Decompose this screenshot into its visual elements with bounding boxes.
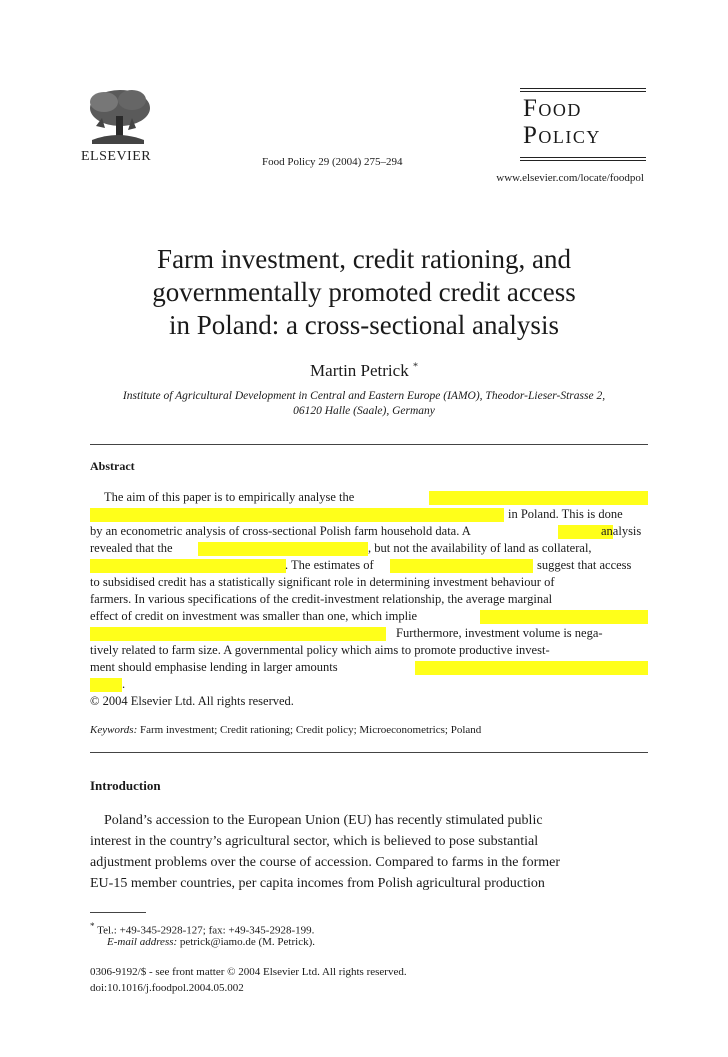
keywords-line <box>90 724 481 736</box>
doi-line[interactable]: doi:10.1016/j.foodpol.2004.05.002 <box>90 982 244 994</box>
title-line-2: governmentally promoted credit access <box>152 277 576 307</box>
title-line-1: Farm investment, credit rationing, and <box>157 244 571 274</box>
author-line <box>80 361 648 381</box>
highlight-redaction <box>90 627 386 641</box>
highlight-redaction <box>90 559 286 573</box>
introduction-heading: Introduction <box>90 778 161 793</box>
highlight-redaction <box>480 610 648 624</box>
keywords-text: Farm investment; Credit rationing; Credit policy; Microeconometrics; Poland <box>140 724 482 736</box>
journal-title-line1: Food <box>523 95 582 122</box>
abstract-copyright: © 2004 Elsevier Ltd. All rights reserved. <box>90 694 294 708</box>
footnote-mark: * <box>90 921 95 931</box>
affiliation-line-1: Institute of Agricultural Development in Central and Eastern Europe (IAMO), Theodor-Lieser-Strasse 2, <box>122 390 606 402</box>
article-title <box>80 243 648 342</box>
intro-line-4: EU-15 member countries, per capita incomes from Polish agricultural production <box>90 876 545 891</box>
highlight-redaction <box>429 491 648 505</box>
email-value[interactable]: petrick@iamo.de (M. Petrick). <box>179 936 315 948</box>
journal-title-rule-bottom <box>520 157 646 161</box>
elsevier-tree-logo <box>82 86 154 148</box>
intro-line-3: adjustment problems over the course of accession. Compared to farms in the former <box>90 855 561 870</box>
journal-url-link[interactable]: www.elsevier.com/locate/foodpol <box>496 172 644 184</box>
intro-line-1: Poland’s accession to the European Union (EU) has recently stimulated public <box>104 813 543 828</box>
publisher-name: ELSEVIER <box>81 149 152 164</box>
abstract-line-8: effect of credit on investment was smaller than one, which implie <box>90 608 648 625</box>
abstract-line-1: The aim of this paper is to empirically analyse the <box>90 489 648 506</box>
affiliation-line-2: 06120 Halle (Saale), Germany <box>293 405 435 417</box>
abstract-line-3: by an econometric analysis of cross-sectional Polish farm household data. A analysis <box>90 524 642 538</box>
footnote-contact: * Tel.: +49-345-2928-127; fax: +49-345-2928-199. <box>90 921 315 937</box>
abstract-line-6: to subsidised credit has a statistically significant role in determining investment behaviour of <box>90 575 555 589</box>
issn-line: 0306-9192/$ - see front matter © 2004 Elsevier Ltd. All rights reserved. <box>90 966 407 978</box>
abstract-line-10: tively related to farm size. A governmental policy which aims to promote productive invest- <box>90 643 550 657</box>
journal-title-rule-top <box>520 88 646 92</box>
author-footnote-mark[interactable]: * <box>412 361 418 373</box>
abstract-line-7: farmers. In various specifications of the credit-investment relationship, the average marginal <box>90 592 553 606</box>
journal-reference: Food Policy 29 (2004) 275–294 <box>262 156 403 168</box>
abstract-heading: Abstract <box>90 459 135 473</box>
highlight-redaction <box>90 678 122 692</box>
intro-line-2: interest in the country’s agricultural sector, which is believed to pose substantial <box>90 834 539 849</box>
footnote-email <box>107 934 315 950</box>
author-affiliation <box>80 389 648 419</box>
highlight-redaction <box>415 661 648 675</box>
journal-title-line2: Policy <box>523 122 601 149</box>
author-name: Martin Petrick <box>310 361 409 380</box>
highlight-redaction <box>198 542 368 556</box>
keywords-label: Keywords: <box>90 724 138 736</box>
highlight-redaction <box>390 559 533 573</box>
abstract-line-4: revealed that the , but not the availability of land as collateral, <box>90 541 592 555</box>
email-label: E-mail address: <box>107 936 178 948</box>
abstract-line-11: ment should emphasise lending in larger amounts <box>90 659 648 676</box>
divider-bottom <box>90 752 648 753</box>
title-line-3: in Poland: a cross-sectional analysis <box>169 310 559 340</box>
footnote-rule <box>90 912 146 913</box>
divider-top <box>90 444 648 445</box>
highlight-redaction <box>90 508 504 522</box>
